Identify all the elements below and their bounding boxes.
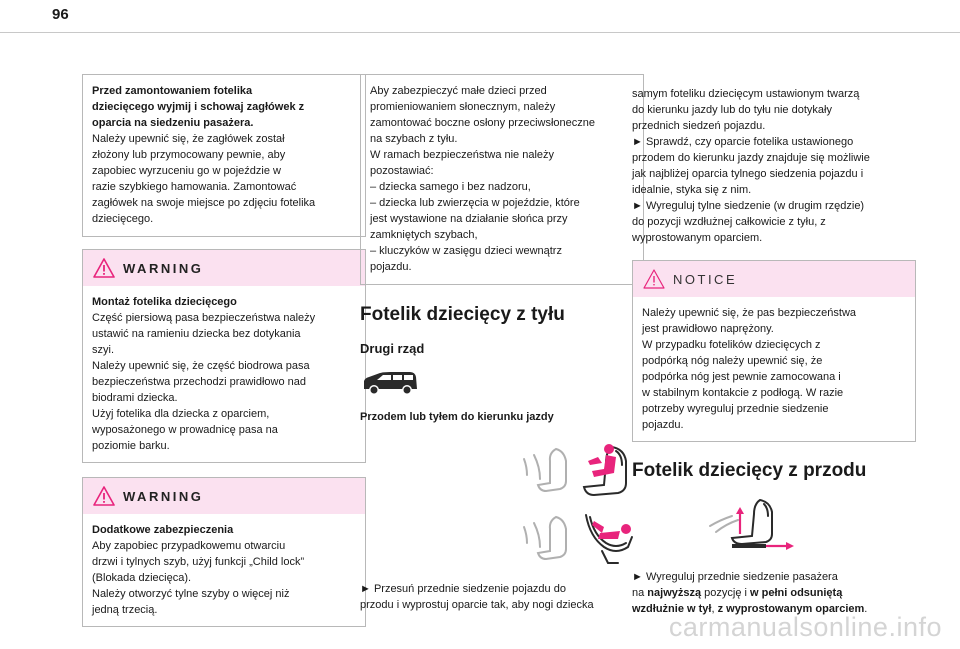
warning-line: wyposażonego w prowadnicę pasa na (92, 424, 278, 436)
notice-line: W przypadku fotelików dziecięcych z (642, 339, 821, 351)
column-1 (82, 74, 366, 627)
notice-line: podpórką nóg należy upewnić się, że (642, 355, 823, 367)
warning-body (83, 286, 365, 462)
sun-line: – dziecka samego i bez nadzoru, (370, 181, 531, 193)
warning-bold-line: Dodatkowe zabezpieczenia (92, 524, 234, 536)
sun-line: pojazdu. (370, 261, 412, 273)
warning-line: szyi. (92, 344, 114, 356)
sun-line: – kluczyków w zasięgu dzieci wewnątrz (370, 245, 562, 257)
sun-line: Aby zabezpieczyć małe dzieci przed (370, 85, 547, 97)
warning-line: Należy upewnić się, że część biodrowa pasa (92, 360, 310, 372)
watermark: carmanualsonline.info (668, 612, 942, 642)
warning-header (83, 250, 365, 286)
sun-line: zamkniętych szybach, (370, 229, 478, 241)
warning-triangle-icon (93, 258, 115, 278)
front-instruction-line-2: na najwyższą pozycję i w pełni odsuniętą (632, 587, 843, 599)
minivan-icon (360, 369, 420, 397)
rear-forward-seat-illustration (494, 439, 644, 501)
notice-box (632, 260, 916, 442)
instruction-line: ► Przesuń przednie siedzenie pojazdu do (360, 583, 566, 595)
page-number: 96 (52, 6, 69, 23)
warning-box-mounting (82, 249, 366, 463)
continued-line: idealnie, styka się z nim. (632, 184, 752, 196)
continued-line: ► Wyreguluj tylne siedzenie (w drugim rzędzie) (632, 200, 865, 212)
continued-line: wyprostowanym oparciem. (632, 232, 763, 244)
intro-line: dziecięcego. (92, 213, 154, 225)
warning-line: Użyj fotelika dla dziecka z oparciem, (92, 408, 270, 420)
notice-line: Należy upewnić się, że pas bezpieczeństwa (642, 307, 857, 319)
continued-line: przodem do kierunku jazdy znajduje się możliwie (632, 152, 870, 164)
continued-line: do pozycji wzdłużnej całkowicie z tyłu, z (632, 216, 826, 228)
intro-line: zapobiec wyrzuceniu go w pojeździe w (92, 165, 281, 177)
sun-line: – dziecka lub zwierzęcia w pojeździe, które (370, 197, 580, 209)
notice-line: potrzeby wyreguluj przednie siedzenie (642, 403, 829, 415)
notice-line: podpórka nóg jest pewnie zamocowana i (642, 371, 841, 383)
warning-bold-line: Montaż fotelika dziecięcego (92, 296, 237, 308)
front-instruction (632, 569, 916, 617)
front-instruction-line-3: wzdłużnie w tył, z wyprostowanym oparciem. (632, 603, 868, 615)
warning-line: Aby zapobiec przypadkowemu otwarciu (92, 540, 286, 552)
sun-line: na szybach z tyłu. (370, 133, 458, 145)
front-instruction-line-1: ► Wyreguluj przednie siedzenie pasażera (632, 571, 838, 583)
warning-line: (Blokada dziecięca). (92, 572, 192, 584)
orientation-caption: Przodem lub tyłem do kierunku jazdy (360, 411, 554, 423)
sun-line: promieniowaniem słonecznym, należy (370, 101, 556, 113)
notice-line: w stabilnym kontakcie z podłogą. W razie (642, 387, 844, 399)
warning-line: poziomie barku. (92, 440, 170, 452)
warning-title: WARNING (123, 488, 204, 504)
column-3 (632, 74, 916, 617)
rear-instruction (360, 581, 644, 613)
continued-line: ► Sprawdź, czy oparcie fotelika ustawionego (632, 136, 854, 148)
warning-line: drzwi i tylnych szyb, użyj funkcji „Child lock” (92, 556, 305, 568)
front-seat-diagram (632, 496, 916, 557)
notice-line: pojazdu. (642, 419, 684, 431)
subsection-title-second-row: Drugi rząd (360, 341, 425, 356)
rear-rearward-seat-illustration (494, 507, 644, 569)
sun-protection-box (360, 74, 644, 285)
intro-bold-line: oparcia na siedzeniu pasażera. (92, 117, 254, 129)
intro-line: Należy upewnić się, że zagłówek został (92, 133, 285, 145)
notice-body (633, 297, 915, 441)
warning-line: biodrami dziecka. (92, 392, 178, 404)
top-divider (0, 32, 960, 33)
continued-text (632, 86, 916, 246)
section-title-front: Fotelik dziecięcy z przodu (632, 460, 867, 481)
warning-line: ustawić na ramieniu dziecka bez dotykania (92, 328, 301, 340)
continued-line: jak najbliżej oparcia tylnego siedzenia pojazdu i (632, 168, 864, 180)
notice-triangle-icon (643, 269, 665, 289)
front-seat-adjust-illustration (702, 496, 802, 552)
seat-diagram-rearward (360, 507, 644, 569)
intro-bold-line: dziecięcego wyjmij i schowaj zagłówek z (92, 101, 305, 113)
warning-body (83, 514, 365, 626)
column-2 (360, 74, 644, 613)
continued-line: przednich siedzeń pojazdu. (632, 120, 766, 132)
warning-title: WARNING (123, 260, 204, 276)
intro-line: złożony lub przymocowany pewnie, aby (92, 149, 286, 161)
sun-line: pozostawiać: (370, 165, 434, 177)
headrest-info-box (82, 74, 366, 237)
intro-bold-line: Przed zamontowaniem fotelika (92, 85, 253, 97)
intro-line: zagłówek na swoje miejsce po zdjęciu fotelika (92, 197, 316, 209)
sun-line: zamontować boczne osłony przeciwsłoneczne (370, 117, 596, 129)
seat-diagram-forward (360, 439, 644, 501)
warning-line: bezpieczeństwa przechodzi prawidłowo nad (92, 376, 307, 388)
notice-title: NOTICE (673, 271, 738, 287)
sun-line: W ramach bezpieczeństwa nie należy (370, 149, 555, 161)
warning-line: jedną trzecią. (92, 604, 158, 616)
section-title-rear: Fotelik dziecięcy z tyłu (360, 304, 565, 325)
sun-line: jest wystawione na działanie słońca przy (370, 213, 568, 225)
continued-line: do kierunku jazdy lub do tyłu nie dotykały (632, 104, 832, 116)
warning-header (83, 478, 365, 514)
notice-line: jest prawidłowo naprężony. (642, 323, 774, 335)
notice-header (633, 261, 915, 297)
warning-line: Część piersiową pasa bezpieczeństwa należy (92, 312, 316, 324)
intro-line: razie szybkiego hamowania. Zamontować (92, 181, 297, 193)
instruction-line: przodu i wyprostuj oparcie tak, aby nogi dziecka (360, 599, 594, 611)
continued-line: samym foteliku dziecięcym ustawionym twarzą (632, 88, 860, 100)
warning-line: Należy otworzyć tylne szyby o więcej niż (92, 588, 290, 600)
warning-triangle-icon (93, 486, 115, 506)
warning-box-child-lock (82, 477, 366, 627)
